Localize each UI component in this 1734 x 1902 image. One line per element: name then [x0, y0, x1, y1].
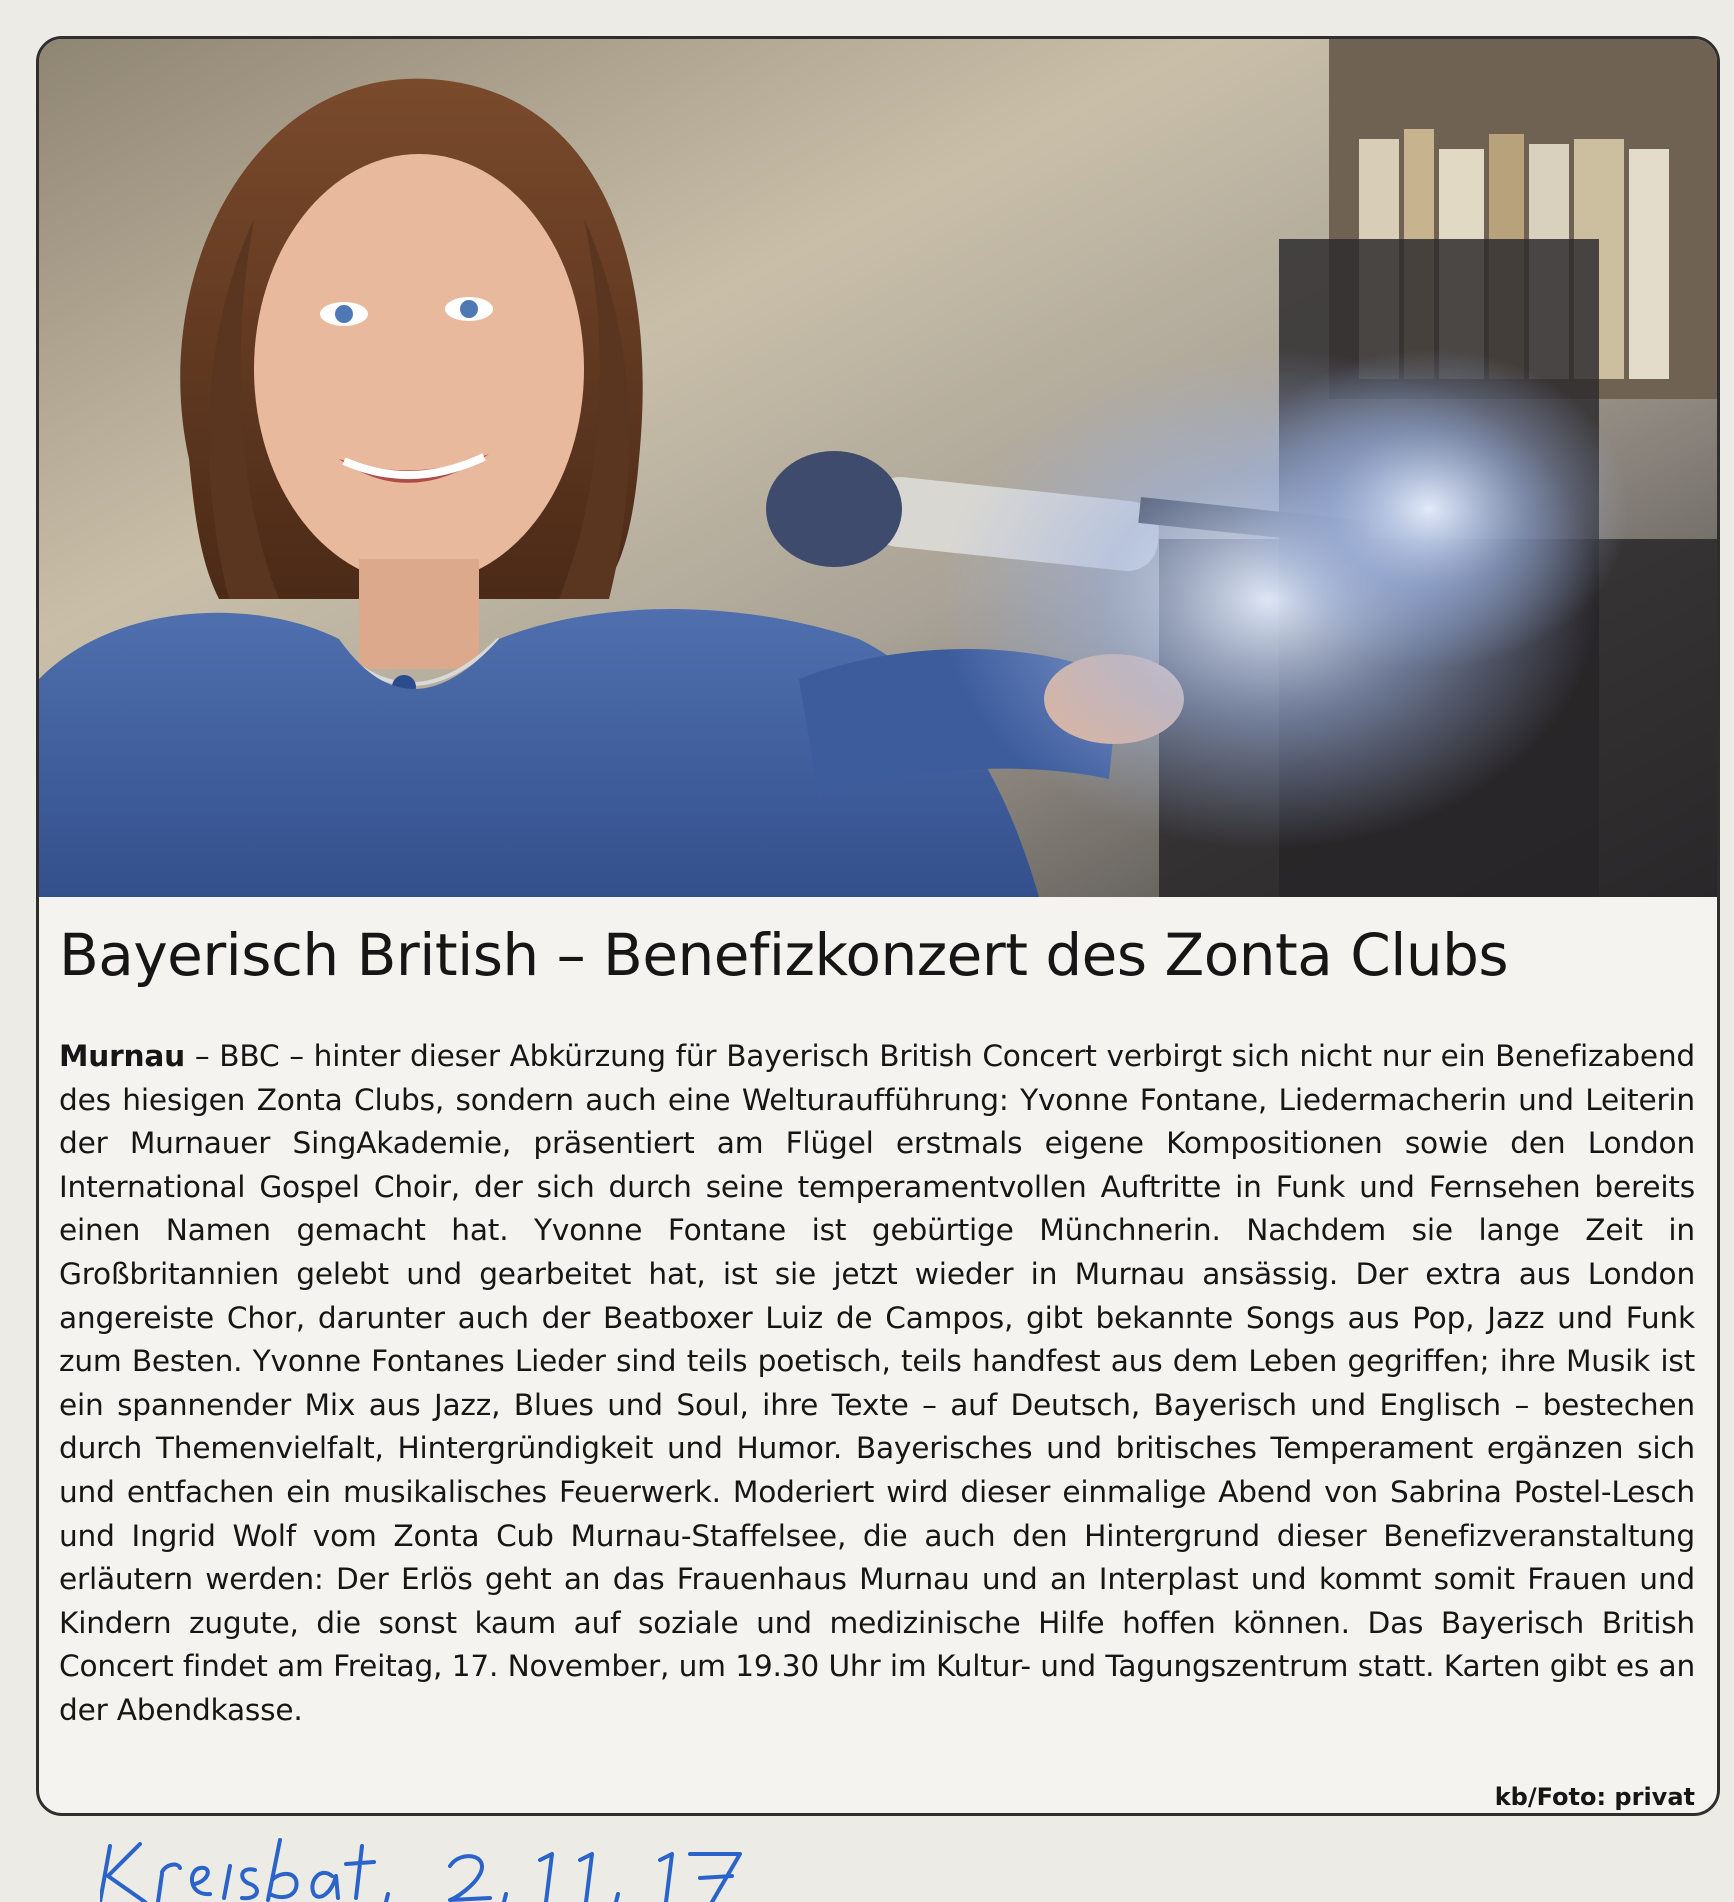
- handwritten-source-note: [100, 1836, 1000, 1902]
- article-text: – BBC – hinter dieser Abkürzung für Bayerisch British Concert verbirgt sich nicht nur ein Benefizabend des hiesigen Zonta Clubs, sondern auch eine Welturaufführung: Yvonne Fontane, Liedermacherin und Leiterin der Murnauer SingAkademie, präsentiert am Flügel erstmals eigene Kompositionen sowie den London International Gospel Choir, der sich durch seine temperamentvollen Auftritte in Funk und Fernsehen bereits einen Namen gemacht hat. Yvonne Fontane ist gebürtige Münchnerin. Nachdem sie lange Zeit in Großbritannien gelebt und gearbeitet hat, ist sie jetzt wieder in Murnau ansässig. Der extra aus London angereiste Chor, darunter auch der Beatboxer Luiz de Campos, gibt bekannte Songs aus Pop, Jazz und Funk zum Besten. Yvonne Fontanes Lieder sind teils poetisch, teils handfest aus dem Leben gegriffen; ihre Musik ist ein spannender Mix aus Jazz, Blues und Soul, ihre Texte – auf Deutsch, Bayerisch und Englisch – bestechen durch Themenvielfalt, Hintergründigkeit und Humor. Bayerisches und britisches Temperament ergänzen sich und entfachen ein musikalisches Feuerwerk. Moderiert wird dieser einmalige Abend von Sabrina Postel-Lesch und Ingrid Wolf vom Zonta Cub Murnau-Staffelsee, die auch den Hintergrund dieser Benefizveranstaltung erläutern werden: Der Erlös geht an das Frauenhaus Murnau und an Interplast und kommt somit Frauen und Kindern zugute, die sonst kaum auf soziale und medizinische Hilfe hoffen können. Das Bayerisch British Concert findet am Freitag, 17. November, um 19.30 Uhr im Kultur- und Tagungszentrum statt. Karten gibt es an der Abendkasse.: [59, 1039, 1695, 1727]
- adjacent-column-bleed: [0, 880, 40, 1780]
- article-photo: [39, 39, 1717, 897]
- handwritten-note-icon: [100, 1836, 1000, 1902]
- article-dateline: Murnau: [59, 1039, 186, 1073]
- photo-credit: kb/Foto: privat: [1494, 1783, 1695, 1811]
- adjacent-column-bleed: [1722, 600, 1734, 1800]
- article-headline: Bayerisch British – Benefizkonzert des Zonta Clubs: [59, 921, 1509, 989]
- portrait-photo-icon: [39, 39, 1717, 897]
- article-body: [59, 1035, 1695, 1733]
- newspaper-clipping: [36, 36, 1720, 1816]
